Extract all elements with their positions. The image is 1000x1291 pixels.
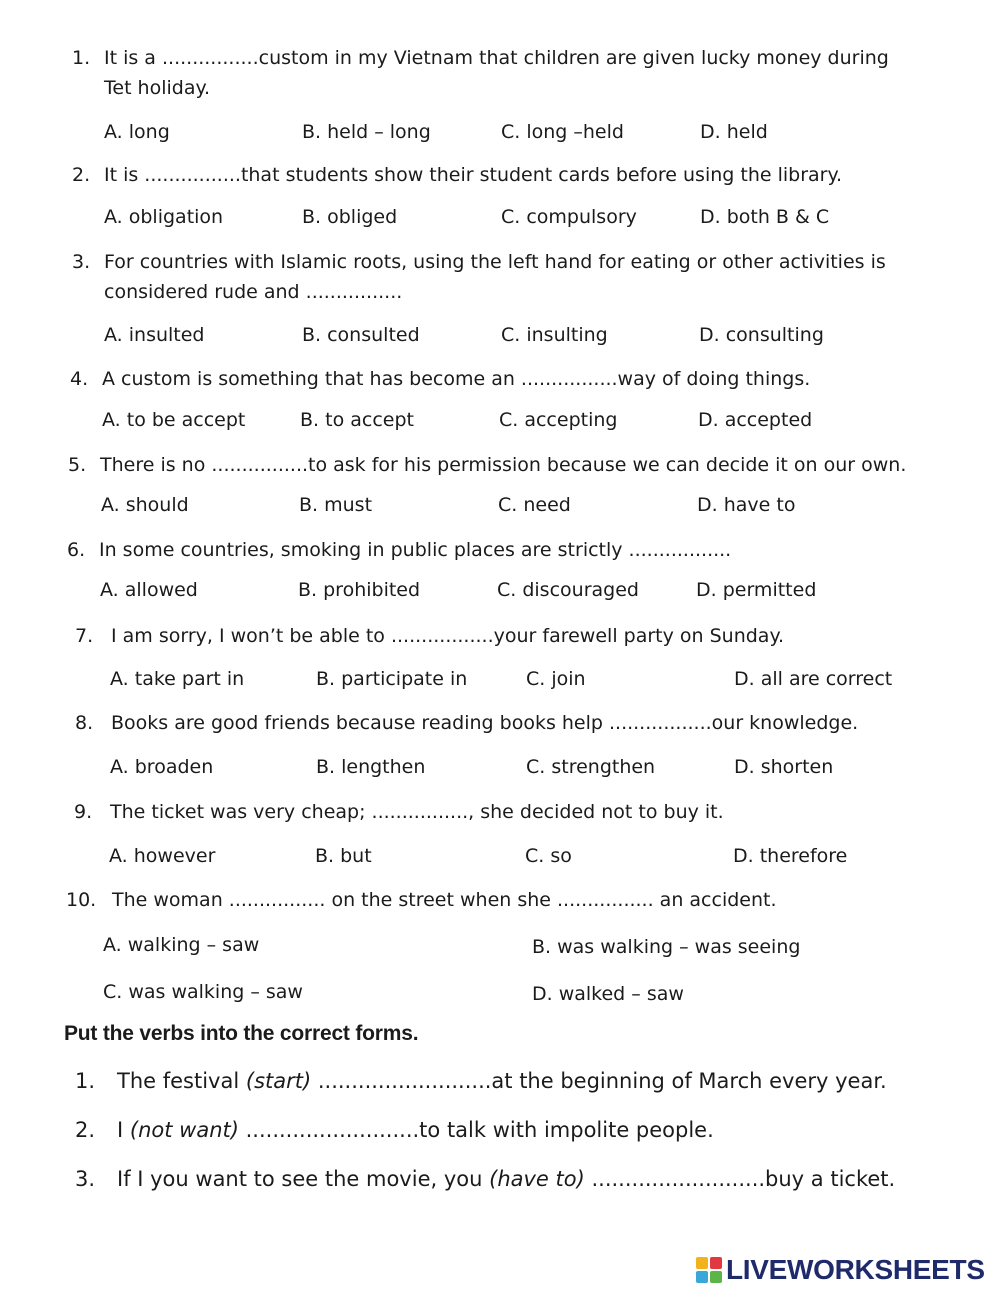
question-number: 8.: [75, 712, 94, 734]
question-stem: For countries with Islamic roots, using the left hand for eating or other activities is considered rude and ................: [104, 251, 886, 303]
question-number: 1.: [72, 47, 91, 69]
question-1: [72, 43, 912, 103]
option-d[interactable]: D. walked – saw: [532, 983, 684, 1005]
option-b[interactable]: B. was walking – was seeing: [532, 936, 801, 958]
verb-item-1: [75, 1066, 887, 1096]
option-a[interactable]: A. allowed: [100, 579, 198, 601]
option-c[interactable]: C. insulting: [501, 324, 608, 346]
option-b[interactable]: B. must: [299, 494, 373, 516]
option-b[interactable]: B. but: [315, 845, 372, 867]
item-number: 3.: [75, 1167, 96, 1191]
question-number: 4.: [70, 368, 89, 390]
question-2: [72, 160, 842, 190]
question-number: 5.: [68, 454, 87, 476]
option-b[interactable]: B. obliged: [302, 206, 398, 228]
question-stem: It is a ................custom in my Vietnam that children are given lucky money during Tet holiday.: [104, 47, 889, 99]
question-10: [66, 885, 777, 915]
option-a[interactable]: A. obligation: [104, 206, 224, 228]
option-b[interactable]: B. prohibited: [298, 579, 421, 601]
question-number: 9.: [74, 801, 93, 823]
option-c[interactable]: C. long –held: [501, 121, 624, 143]
option-c[interactable]: C. join: [526, 668, 586, 690]
verb-hint: (not want): [129, 1118, 239, 1142]
option-d[interactable]: D. have to: [697, 494, 796, 516]
option-d[interactable]: D. consulting: [699, 324, 824, 346]
verb-hint: (have to): [489, 1167, 585, 1191]
option-d[interactable]: D. shorten: [734, 756, 834, 778]
item-number: 1.: [75, 1069, 96, 1093]
logo-text: LIVEWORKSHEETS: [726, 1254, 985, 1285]
option-b[interactable]: B. held – long: [302, 121, 431, 143]
question-9: [74, 797, 724, 827]
logo-block: [710, 1271, 722, 1283]
logo-blocks-icon: [696, 1257, 722, 1283]
option-c[interactable]: C. was walking – saw: [103, 981, 303, 1003]
question-stem: Books are good friends because reading books help .................our knowledge.: [111, 712, 859, 734]
question-stem: The ticket was very cheap; ................, she decided not to buy it.: [110, 801, 724, 823]
question-stem: In some countries, smoking in public places are strictly .................: [99, 539, 732, 561]
question-stem: It is ................that students show their student cards before using the library.: [104, 164, 843, 186]
verb-item-3: [75, 1164, 895, 1194]
section-heading: Put the verbs into the correct forms.: [64, 1022, 419, 1045]
question-3: [72, 247, 912, 307]
liveworksheets-logo: [696, 1252, 985, 1288]
option-a[interactable]: A. long: [104, 121, 170, 143]
option-a[interactable]: A. insulted: [104, 324, 205, 346]
option-b[interactable]: B. participate in: [316, 668, 468, 690]
option-c[interactable]: C. so: [525, 845, 572, 867]
question-number: 6.: [67, 539, 86, 561]
question-number: 2.: [72, 164, 91, 186]
logo-block: [696, 1271, 708, 1283]
question-number: 7.: [75, 625, 94, 647]
option-d[interactable]: D. accepted: [698, 409, 813, 431]
answer-blank[interactable]: ..........................to talk with impolite people.: [245, 1118, 714, 1142]
option-c[interactable]: C. strengthen: [526, 756, 656, 778]
question-6: [67, 535, 731, 565]
item-number: 2.: [75, 1118, 96, 1142]
question-5: [68, 450, 906, 480]
question-stem: I am sorry, I won’t be able to .................your farewell party on Sunday.: [111, 625, 785, 647]
option-a[interactable]: A. walking – saw: [103, 934, 260, 956]
question-7: [75, 621, 784, 651]
item-text-before: If I you want to see the movie, you: [117, 1167, 483, 1191]
question-4: [70, 364, 810, 394]
item-text-before: I: [117, 1118, 124, 1142]
option-a[interactable]: A. however: [109, 845, 216, 867]
answer-blank[interactable]: ..........................at the beginning of March every year.: [317, 1069, 887, 1093]
option-a[interactable]: A. broaden: [110, 756, 214, 778]
option-c[interactable]: C. need: [498, 494, 571, 516]
logo-block: [710, 1257, 722, 1269]
option-b[interactable]: B. consulted: [302, 324, 420, 346]
question-stem: There is no ................to ask for his permission because we can decide it on our own.: [100, 454, 907, 476]
answer-blank[interactable]: ..........................buy a ticket.: [591, 1167, 896, 1191]
option-a[interactable]: A. to be accept: [102, 409, 246, 431]
logo-block: [696, 1257, 708, 1269]
option-c[interactable]: C. compulsory: [501, 206, 637, 228]
option-a[interactable]: A. take part in: [110, 668, 245, 690]
question-number: 10.: [66, 889, 97, 911]
option-b[interactable]: B. to accept: [300, 409, 414, 431]
verb-hint: (start): [245, 1069, 312, 1093]
option-b[interactable]: B. lengthen: [316, 756, 426, 778]
verb-item-2: [75, 1115, 714, 1145]
question-stem: A custom is something that has become an ................way of doing things.: [102, 368, 811, 390]
option-d[interactable]: D. held: [700, 121, 768, 143]
question-8: [75, 708, 858, 738]
option-d[interactable]: D. therefore: [733, 845, 848, 867]
option-c[interactable]: C. discouraged: [497, 579, 639, 601]
question-stem: The woman ................ on the street when she ................ an accident.: [112, 889, 777, 911]
question-number: 3.: [72, 251, 91, 273]
item-text-before: The festival: [117, 1069, 240, 1093]
option-d[interactable]: D. both B & C: [700, 206, 830, 228]
option-a[interactable]: A. should: [101, 494, 189, 516]
option-d[interactable]: D. permitted: [696, 579, 817, 601]
option-d[interactable]: D. all are correct: [734, 668, 893, 690]
option-c[interactable]: C. accepting: [499, 409, 618, 431]
